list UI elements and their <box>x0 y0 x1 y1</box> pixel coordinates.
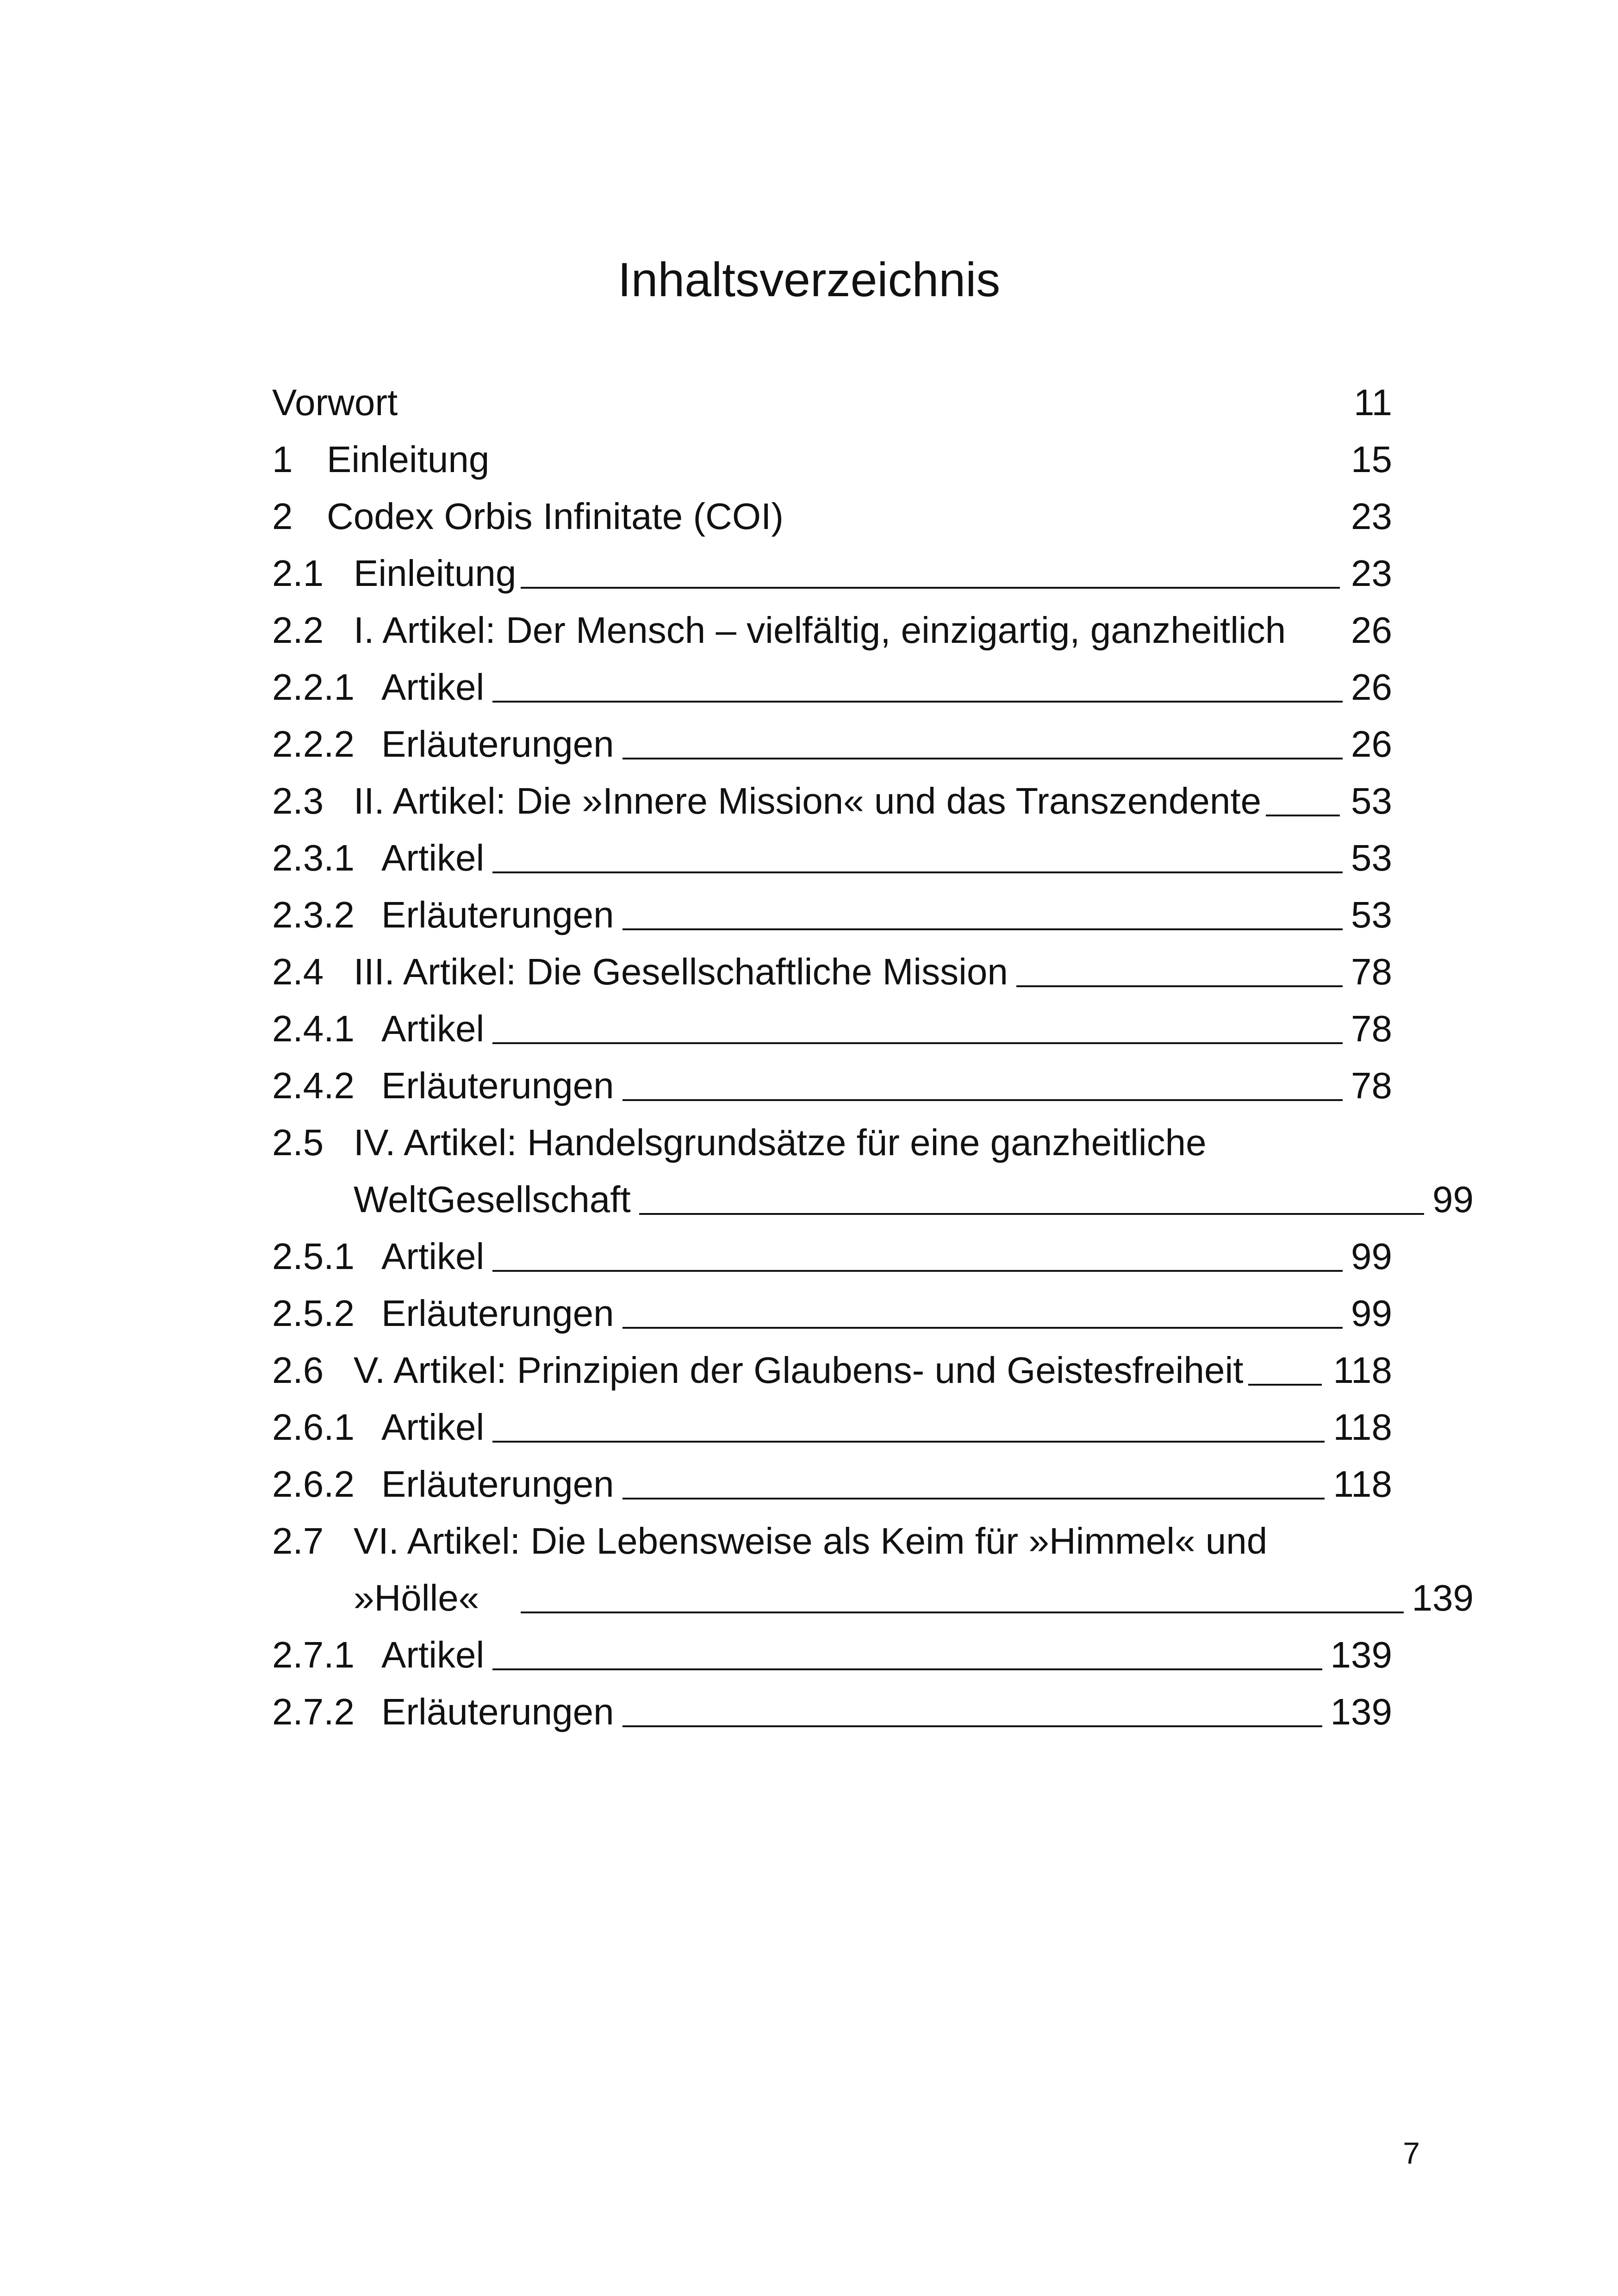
toc-entry-number: 2.1 <box>272 553 324 594</box>
toc-entry[interactable] <box>272 1342 1392 1399</box>
toc-leader-line <box>492 1042 1343 1044</box>
toc-entry[interactable] <box>272 659 1392 716</box>
toc-entry-label: V. Artikel: Prinzipien der Glaubens- und Geistesfreiheit <box>354 1350 1244 1391</box>
toc-entry-label: Artikel <box>381 1634 485 1675</box>
toc-entry-label: Einleitung <box>327 439 490 480</box>
toc-entry-label: IV. Artikel: Handelsgrundsätze für eine ganzheitliche <box>354 1122 1207 1163</box>
toc-leader-line <box>622 928 1343 930</box>
toc-leader-line <box>639 1213 1424 1215</box>
toc-entry-label: Erläuterungen <box>381 1293 614 1334</box>
toc-entry-label: II. Artikel: Die »Innere Mission« und das Transzendente <box>354 780 1262 821</box>
toc-entry-label: VI. Artikel: Die Lebensweise als Keim für »Himmel« und <box>354 1520 1268 1562</box>
toc-leader-line <box>492 1270 1343 1272</box>
toc-leader-line <box>622 1327 1343 1329</box>
toc-entry[interactable] <box>272 1512 1474 1626</box>
toc-entry-number: 2.6.1 <box>272 1406 355 1448</box>
toc-entry-label: Artikel <box>381 1236 485 1277</box>
toc-entry-number: 2.3.1 <box>272 837 355 878</box>
toc-entry-page: 26 <box>1351 723 1392 765</box>
toc-entry[interactable] <box>272 1057 1392 1114</box>
toc-entry-number: 2.3.2 <box>272 894 355 935</box>
page-title: Inhaltsverzeichnis <box>617 253 1001 307</box>
toc-entry[interactable] <box>272 829 1392 886</box>
toc-entry-number: 2.5.2 <box>272 1293 355 1334</box>
toc-leader-line <box>521 587 1340 589</box>
toc-entry-label: Erläuterungen <box>381 1463 614 1505</box>
toc-entry-number: 2.4 <box>272 951 324 992</box>
toc-entry-label: Erläuterungen <box>381 1065 614 1106</box>
toc-entry-number: 2.2.1 <box>272 666 355 708</box>
toc-entry-page: 15 <box>1351 439 1392 480</box>
toc-entry-page: 118 <box>1333 1406 1392 1448</box>
toc-entry-number: 2.7 <box>272 1520 324 1562</box>
toc-entry-page: 118 <box>1333 1350 1392 1391</box>
toc-entry-label: Artikel <box>381 666 485 708</box>
toc-entry-label: Vorwort <box>272 382 398 423</box>
toc-entry-page: 99 <box>1432 1179 1474 1220</box>
toc-entry[interactable] <box>272 1456 1392 1512</box>
toc-leader-line <box>492 871 1343 873</box>
toc-entry-label: Erläuterungen <box>381 723 614 765</box>
toc-entry[interactable] <box>272 431 1392 488</box>
toc-entry-label: III. Artikel: Die Gesellschaftliche Mission <box>354 951 1008 992</box>
toc-entry-number: 2.7.2 <box>272 1691 355 1732</box>
toc-entry-page: 53 <box>1351 837 1392 878</box>
toc-leader-line <box>492 1668 1322 1670</box>
toc-leader-line <box>622 1725 1322 1727</box>
toc-entry[interactable] <box>272 374 1392 431</box>
toc-entry-page: 118 <box>1333 1463 1392 1505</box>
toc-entry[interactable] <box>272 716 1392 772</box>
toc-entry-page: 11 <box>1353 382 1392 423</box>
toc-entry[interactable] <box>272 1285 1392 1342</box>
toc-entry-page: 78 <box>1351 951 1392 992</box>
toc-entry[interactable] <box>272 1626 1392 1683</box>
toc-leader-line <box>622 758 1343 759</box>
toc-entry-number: 2.7.1 <box>272 1634 355 1675</box>
toc-entry[interactable] <box>272 1114 1474 1228</box>
toc-entry-number: 2.6.2 <box>272 1463 355 1505</box>
toc-entry[interactable] <box>272 943 1392 1000</box>
toc-entry-number: 2.5.1 <box>272 1236 355 1277</box>
toc-entry-label: Artikel <box>381 837 485 878</box>
toc-entry-number: 2.4.1 <box>272 1008 355 1049</box>
toc-entry-label: I. Artikel: Der Mensch – vielfältig, einzigartig, ganzheitlich <box>354 610 1286 651</box>
toc-entry[interactable] <box>272 1228 1392 1285</box>
toc-leader-line <box>622 1498 1325 1500</box>
toc-entry-number: 2 <box>272 496 293 537</box>
toc-entry-label: Codex Orbis Infinitate (COI) <box>327 496 784 537</box>
toc-entry-page: 26 <box>1351 610 1392 651</box>
toc-entry-label: Artikel <box>381 1406 485 1448</box>
toc-entry-page: 26 <box>1351 666 1392 708</box>
toc-entry-page: 139 <box>1330 1634 1392 1675</box>
toc-entry-page: 53 <box>1351 894 1392 935</box>
toc-entry-page: 99 <box>1351 1236 1392 1277</box>
toc-entry[interactable] <box>272 772 1392 829</box>
toc-entry-page: 78 <box>1351 1008 1392 1049</box>
toc-entry-number: 2.2.2 <box>272 723 355 765</box>
table-of-contents <box>272 374 1474 1740</box>
toc-leader-line <box>1016 985 1343 987</box>
toc-entry-page: 23 <box>1351 553 1392 594</box>
toc-leader-line <box>1248 1384 1322 1386</box>
toc-leader-line <box>492 701 1343 703</box>
toc-entry-page: 139 <box>1330 1691 1392 1732</box>
toc-entry-label-continued: »Hölle« <box>354 1577 479 1618</box>
toc-entry-page: 139 <box>1412 1577 1474 1618</box>
toc-entry-label: Einleitung <box>354 553 517 594</box>
toc-entry-number: 2.2 <box>272 610 324 651</box>
toc-leader-line <box>1266 815 1340 816</box>
toc-entry-number: 2.4.2 <box>272 1065 355 1106</box>
toc-entry[interactable] <box>272 1683 1392 1740</box>
toc-entry-page: 53 <box>1351 780 1392 821</box>
toc-entry-label: Artikel <box>381 1008 485 1049</box>
toc-entry-page: 23 <box>1351 496 1392 537</box>
toc-entry-number: 2.6 <box>272 1350 324 1391</box>
toc-entry[interactable] <box>272 1000 1392 1057</box>
toc-entry-number: 2.3 <box>272 780 324 821</box>
toc-entry[interactable] <box>272 1399 1392 1456</box>
toc-entry[interactable] <box>272 886 1392 943</box>
toc-entry-label: Erläuterungen <box>381 1691 614 1732</box>
toc-entry-number: 1 <box>272 439 293 480</box>
toc-entry-label-continued: WeltGesellschaft <box>354 1179 631 1220</box>
toc-entry-number: 2.5 <box>272 1122 324 1163</box>
toc-entry[interactable] <box>272 602 1392 659</box>
toc-entry[interactable] <box>272 488 1392 545</box>
toc-entry-label: Erläuterungen <box>381 894 614 935</box>
toc-entry-page: 99 <box>1351 1293 1392 1334</box>
page-number: 7 <box>1403 2136 1420 2170</box>
toc-leader-line <box>622 1099 1343 1101</box>
toc-entry[interactable] <box>272 545 1392 602</box>
toc-leader-line <box>521 1612 1403 1613</box>
toc-leader-line <box>492 1441 1325 1443</box>
toc-entry-page: 78 <box>1351 1065 1392 1106</box>
